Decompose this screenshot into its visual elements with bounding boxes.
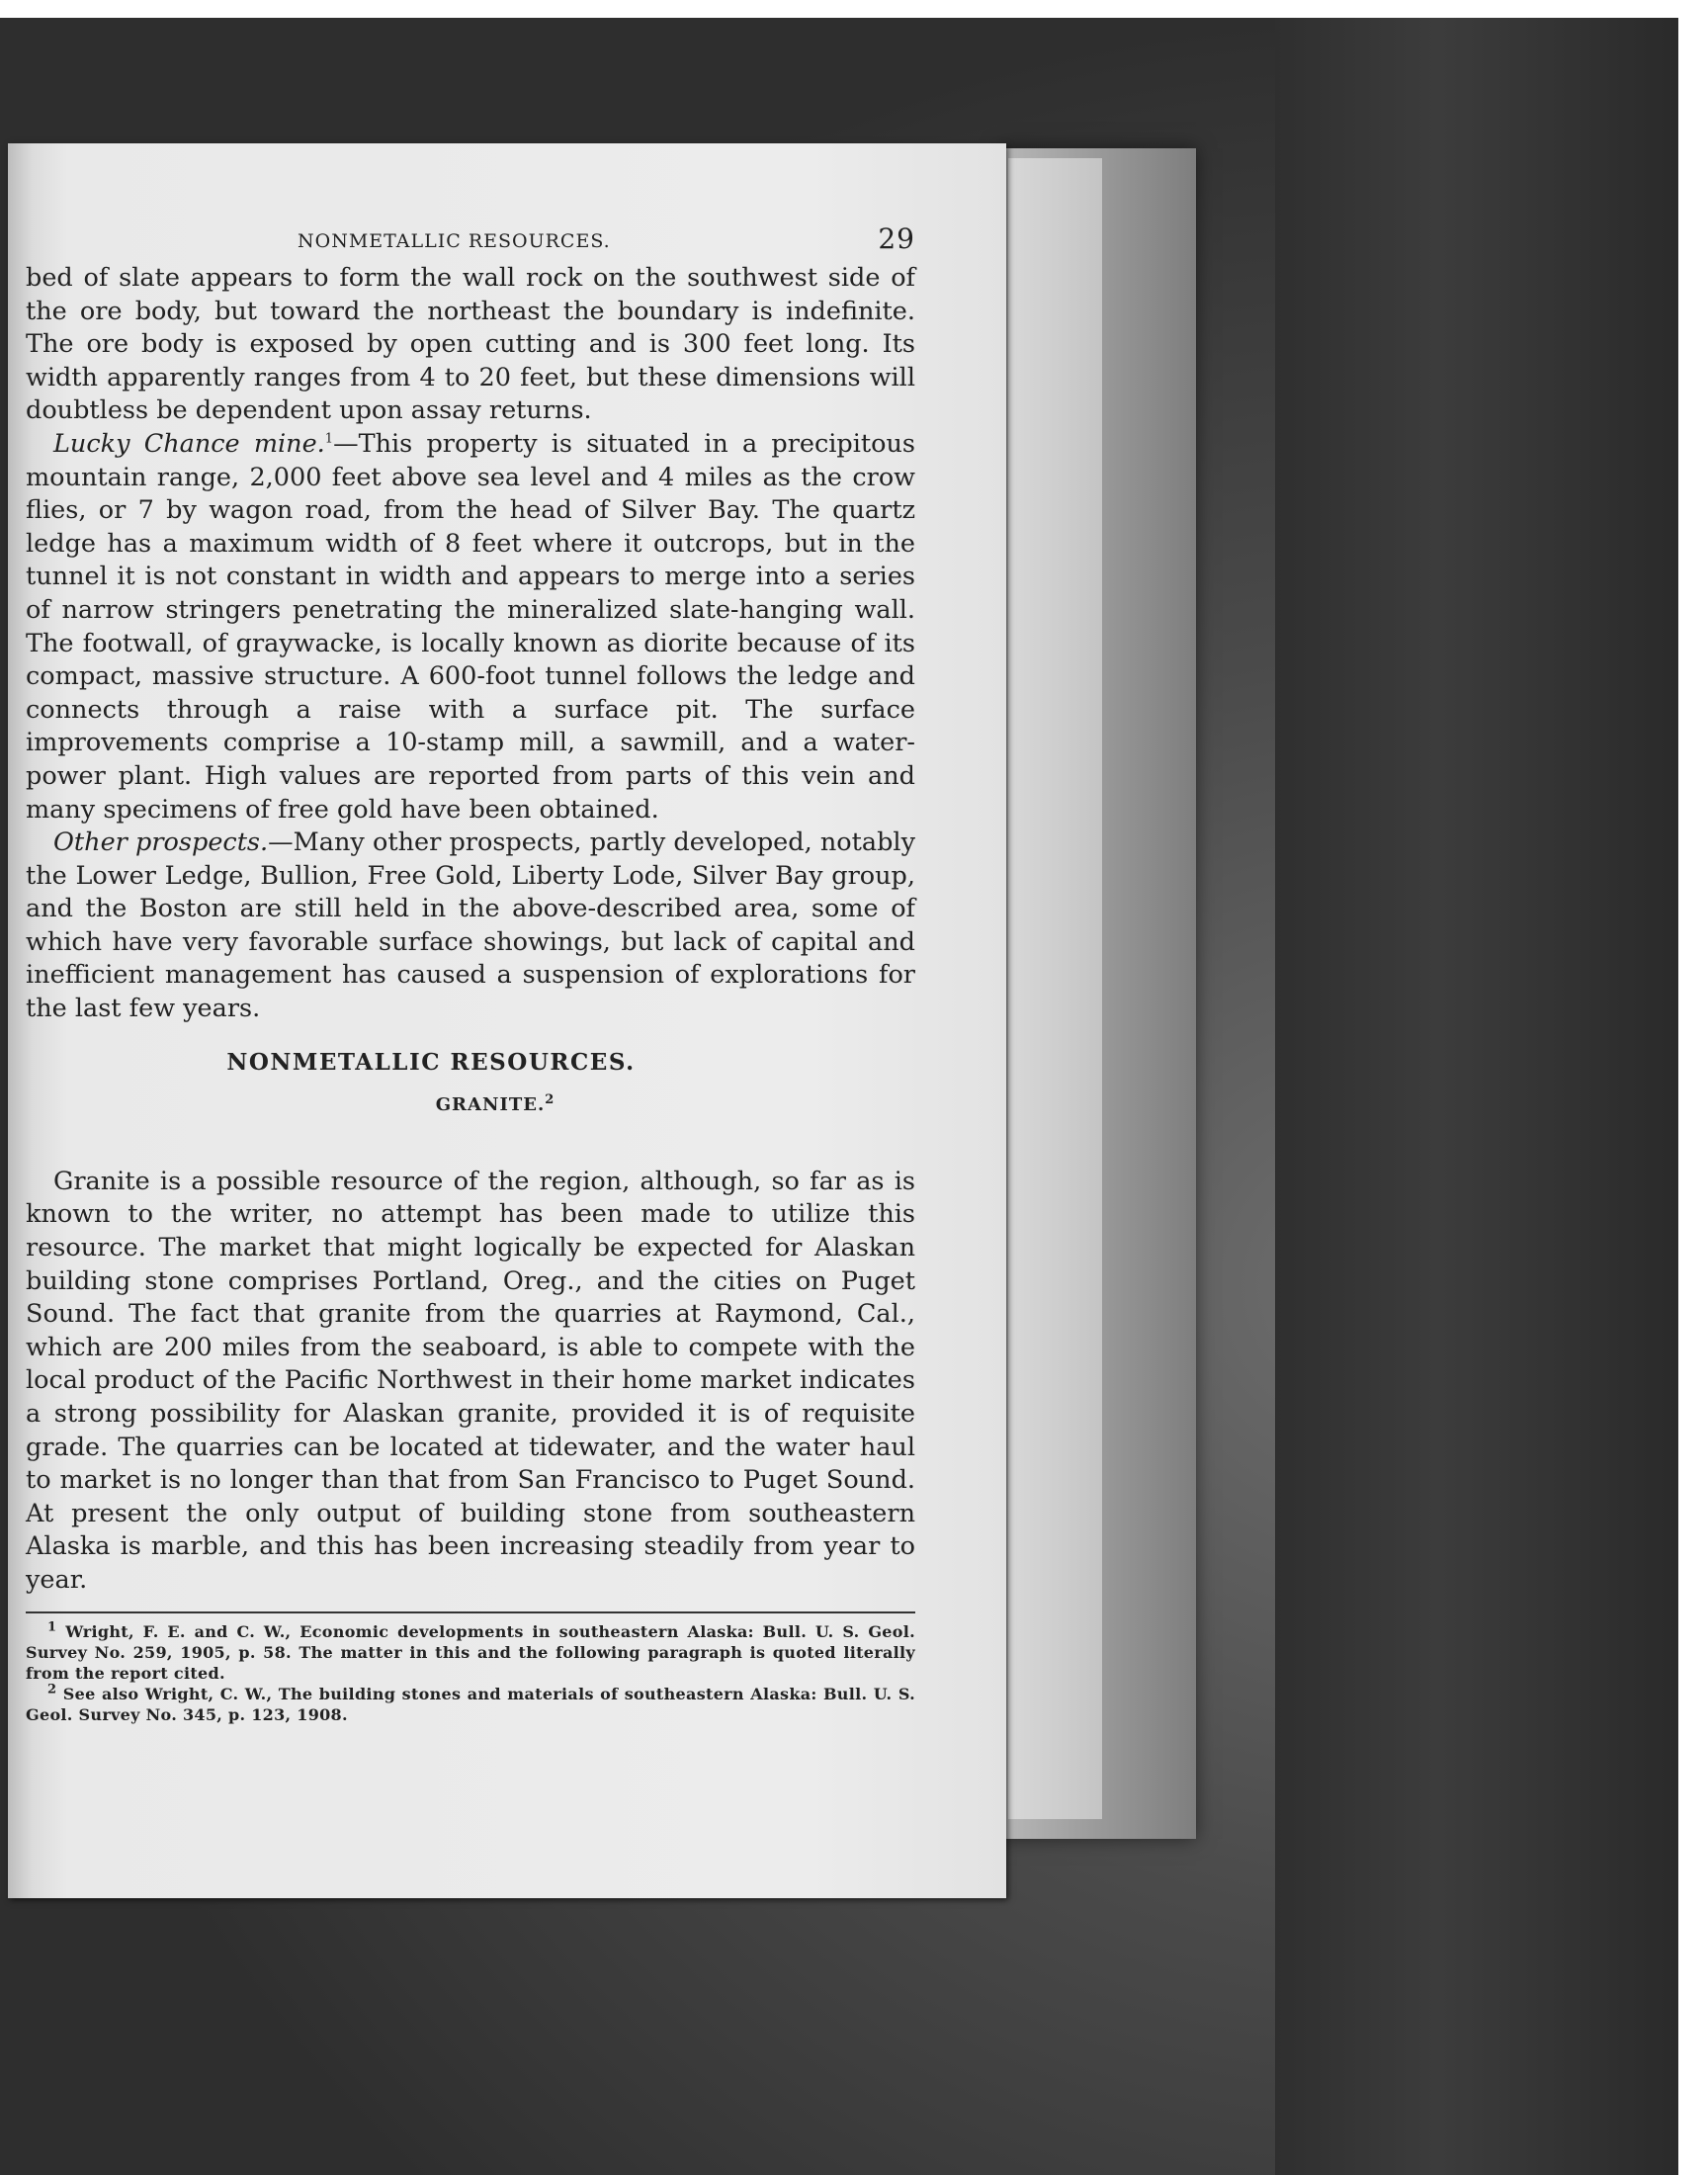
paragraph-lucky-chance <box>26 428 915 826</box>
section-heading: NONMETALLIC RESOURCES. <box>226 1048 636 1076</box>
footnote-2-marker: 2 <box>47 1682 57 1697</box>
underlying-page-edge <box>1008 158 1102 1819</box>
paragraph-ore-body: bed of slate appears to form the wall rock on the southwest side of the ore body, but toward the northeast the boundary is indefinite. The ore body is exposed by open cutting and is 300 feet long. Its width apparently ranges from 4 to 20 feet, but these dimensions will doubtless be dependent upon assay returns. <box>26 263 915 426</box>
book-page <box>8 143 1006 1898</box>
running-title: NONMETALLIC RESOURCES. <box>298 230 611 252</box>
page-number: 29 <box>878 222 915 255</box>
footnote-rule <box>26 1611 915 1613</box>
granite-subheading-text: GRANITE. <box>435 1094 546 1116</box>
granite-subheading <box>26 1088 915 1122</box>
footnote-2-text: See also Wright, C. W., The building stones and materials of southeastern Alaska: Bull. U. S. Geol. Survey No. 345, p. 123, 1908. <box>26 1684 915 1724</box>
footnote-2 <box>26 1684 915 1725</box>
paragraph-granite: Granite is a possible resource of the region, although, so far as is known to the writer, no attempt has been made to utilize this resource. The market that might logically be expected for Alaskan building stone comprises Portland, Oreg., and the cities on Puget Sound. The fact that granite from the quarries at Raymond, Cal., which are 200 miles from the seaboard, is able to compete with the local product of the Pacific Northwest in their home market indicates a strong possibility for Alaskan granite, provided it is of requisite grade. The quarries can be located at tidewater, and the water haul to market is no longer than that from San Francisco to Puget Sound. At present the only output of building stone from southeastern Alaska is marble, and this has been increasing steadily from year to year. <box>26 1166 915 1595</box>
footnote-1 <box>26 1621 915 1684</box>
footnote-ref-1: 1 <box>324 431 334 447</box>
lucky-chance-title: Lucky Chance mine. <box>53 428 325 459</box>
footnotes <box>26 1621 915 1725</box>
lucky-chance-text: —This property is situated in a precipitous mountain range, 2,000 feet above sea level and 4 miles as the crow flies, or 7 by wagon road, from the head of Silver Bay. The quartz ledge has a maximum width of 8 feet where it outcrops, but in the tunnel it is not constant in width and appears to merge into a series of narrow stringers penetrating the mineralized slate-hanging wall. The footwall, of graywacke, is locally known as diorite because of its compact, massive structure. A 600-foot tunnel follows the ledge and connects through a raise with a surface pit. The surface improvements comprise a 10-stamp mill, a sawmill, and a water-power plant. High values are reported from parts of this vein and many specimens of free gold have been obtained. <box>26 428 915 825</box>
footnote-1-text: Wright, F. E. and C. W., Economic developments in southeastern Alaska: Bull. U. S. Geol. Survey No. 259, 1905, p. 58. The matter in this and the following paragraph is quoted literally from the report cited. <box>26 1621 915 1683</box>
running-head <box>26 222 915 262</box>
body-text <box>26 262 915 1598</box>
other-prospects-title: Other prospects. <box>53 827 269 858</box>
paragraph-other-prospects <box>26 826 915 1026</box>
other-prospects-text: —Many other prospects, partly developed, notably the Lower Ledge, Bullion, Free Gold, Liberty Lode, Silver Bay group, and the Boston are still held in the above-described area, some of which have very favorable surface showings, but lack of capital and inefficient management has caused a suspension of explorations for the last few years. <box>26 827 915 1024</box>
page-content <box>26 222 915 1725</box>
scan-dark-band <box>1275 18 1680 2175</box>
scan-right-border <box>1678 0 1708 2175</box>
footnote-ref-2: 2 <box>545 1092 555 1108</box>
scan-top-border <box>0 0 1708 18</box>
footnote-1-marker: 1 <box>47 1619 57 1635</box>
